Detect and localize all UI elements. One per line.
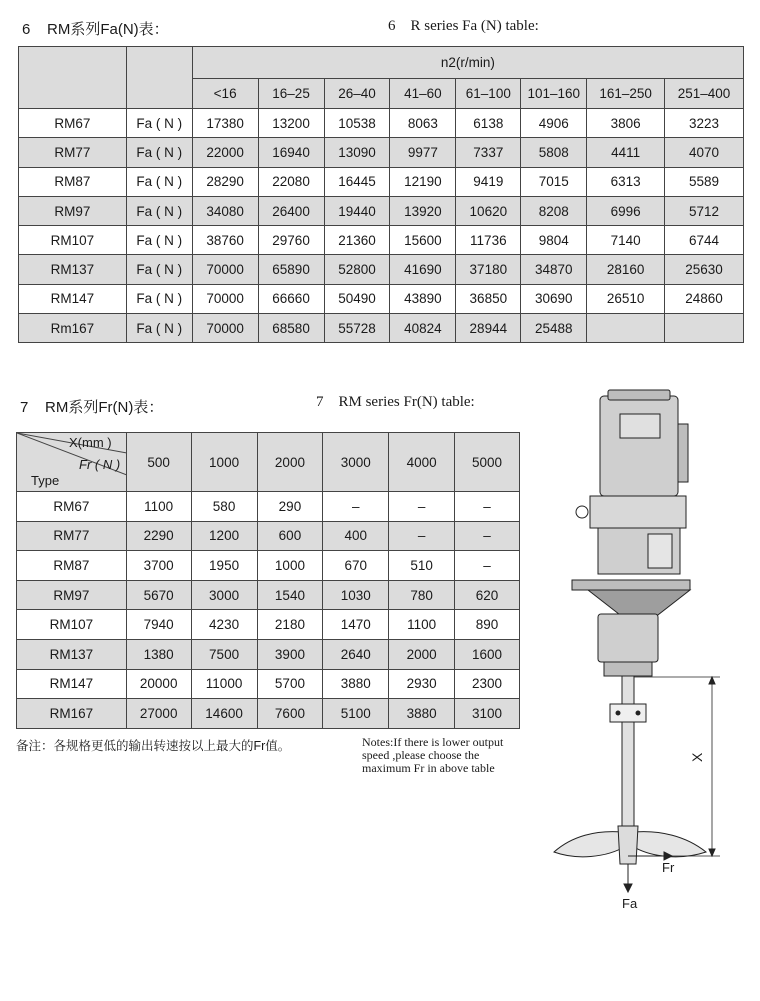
- fa-value-cell: 55728: [324, 314, 390, 343]
- fa-value-cell: 70000: [192, 284, 258, 313]
- fr-distance-header: 2000: [257, 433, 323, 492]
- fa-row-unit: Fa ( N ): [126, 196, 192, 225]
- fr-corner-cell: [17, 433, 127, 492]
- section7-heading-cn: [20, 396, 163, 417]
- fa-value-cell: 30690: [521, 284, 587, 313]
- note-en-line: Notes:If there is lower output: [362, 735, 504, 749]
- fa-value-cell: 9977: [390, 138, 456, 167]
- fa-speed-range: 61–100: [456, 79, 521, 109]
- note-cn: 备注：各规格更低的输出转速按以上最大的Fr值。: [16, 739, 291, 753]
- fr-distance-header: 4000: [389, 433, 455, 492]
- fa-row: [19, 226, 744, 255]
- fa-value-cell: 22000: [192, 138, 258, 167]
- fa-value-cell: 8063: [390, 109, 456, 138]
- fa-value-cell: 5712: [665, 196, 744, 225]
- fa-value-cell: 15600: [390, 226, 456, 255]
- fr-value-cell: 2640: [323, 639, 389, 669]
- fr-value-cell: 890: [455, 610, 520, 640]
- fr-value-cell: 1540: [257, 580, 323, 610]
- fa-corner-unit: [126, 47, 192, 109]
- fr-value-cell: 3900: [257, 639, 323, 669]
- fa-row-unit: Fa ( N ): [126, 284, 192, 313]
- fa-value-cell: 16940: [258, 138, 324, 167]
- fa-value-cell: 16445: [324, 167, 390, 196]
- fr-value-cell: 5700: [257, 669, 323, 699]
- fa-corner-type: [19, 47, 127, 109]
- fa-value-cell: 9804: [521, 226, 587, 255]
- fa-value-cell: 3806: [587, 109, 665, 138]
- fr-value-cell: 400: [323, 521, 389, 551]
- fr-row-type: RM77: [17, 521, 127, 551]
- fa-value-cell: 65890: [258, 255, 324, 284]
- fa-value-cell: 25488: [521, 314, 587, 343]
- fr-value-cell: 670: [323, 551, 389, 581]
- fr-row: [17, 580, 520, 610]
- fa-value-cell: 28944: [456, 314, 521, 343]
- fr-value-cell: 7600: [257, 699, 323, 729]
- fa-value-cell: 68580: [258, 314, 324, 343]
- fr-value-cell: 290: [257, 492, 323, 522]
- fa-value-cell: 41690: [390, 255, 456, 284]
- fa-value-cell: 43890: [390, 284, 456, 313]
- section6-title-cn: RM系列Fa(N)表：: [47, 21, 169, 38]
- fa-value-cell: 66660: [258, 284, 324, 313]
- fr-value-cell: 27000: [126, 699, 191, 729]
- fa-value-cell: 26400: [258, 196, 324, 225]
- fr-value-cell: 2930: [389, 669, 455, 699]
- fa-speed-range: <16: [192, 79, 258, 109]
- fa-value-cell: 13200: [258, 109, 324, 138]
- fa-row-type: RM87: [19, 167, 127, 196]
- fa-table: [18, 46, 744, 343]
- fa-row-type: RM137: [19, 255, 127, 284]
- fa-value-cell: 8208: [521, 196, 587, 225]
- fa-value-cell: 22080: [258, 167, 324, 196]
- corner-type-label: Type: [31, 473, 60, 488]
- fr-row-type: RM147: [17, 669, 127, 699]
- fa-value-cell: 7140: [587, 226, 665, 255]
- fa-value-cell: 50490: [324, 284, 390, 313]
- fr-value-cell: 1100: [389, 610, 455, 640]
- fa-value-cell: 40824: [390, 314, 456, 343]
- fa-row-unit: Fa ( N ): [126, 314, 192, 343]
- fr-value-cell: 3700: [126, 551, 191, 581]
- fa-value-cell: 34080: [192, 196, 258, 225]
- fa-value-cell: 24860: [665, 284, 744, 313]
- fr-distance-header: 1000: [191, 433, 257, 492]
- fa-value-cell: 4070: [665, 138, 744, 167]
- fa-row-type: RM67: [19, 109, 127, 138]
- fa-value-cell: 36850: [456, 284, 521, 313]
- fr-distance-header: 3000: [323, 433, 389, 492]
- fr-row: [17, 699, 520, 729]
- fr-value-cell: 1200: [191, 521, 257, 551]
- fr-value-cell: 2180: [257, 610, 323, 640]
- fa-value-cell: 10538: [324, 109, 390, 138]
- fa-value-cell: [665, 314, 744, 343]
- fa-value-cell: 5808: [521, 138, 587, 167]
- fa-speed-range: 101–160: [521, 79, 587, 109]
- fa-value-cell: 6996: [587, 196, 665, 225]
- section6-number-en: 6: [388, 18, 396, 34]
- section6-number: 6: [22, 21, 31, 38]
- fa-value-cell: 70000: [192, 314, 258, 343]
- fr-value-cell: 2000: [389, 639, 455, 669]
- fa-speed-range: 41–60: [390, 79, 456, 109]
- note-en-line: speed ,please choose the: [362, 748, 480, 762]
- fa-value-cell: 3223: [665, 109, 744, 138]
- fa-value-cell: 12190: [390, 167, 456, 196]
- fr-row-type: RM87: [17, 551, 127, 581]
- fr-value-cell: –: [455, 492, 520, 522]
- fa-value-cell: 6313: [587, 167, 665, 196]
- fr-value-cell: 14600: [191, 699, 257, 729]
- fa-row-unit: Fa ( N ): [126, 109, 192, 138]
- fa-value-cell: 9419: [456, 167, 521, 196]
- note-en: [362, 736, 503, 775]
- fr-value-cell: –: [455, 551, 520, 581]
- fa-row: [19, 255, 744, 284]
- fr-value-cell: 7500: [191, 639, 257, 669]
- fr-value-cell: 3880: [323, 669, 389, 699]
- fr-value-cell: 11000: [191, 669, 257, 699]
- fa-row: [19, 109, 744, 138]
- fa-value-cell: 21360: [324, 226, 390, 255]
- fr-value-cell: 5670: [126, 580, 191, 610]
- fa-row-type: RM147: [19, 284, 127, 313]
- figure-label-x: X: [689, 752, 705, 762]
- fr-distance-header: 500: [126, 433, 191, 492]
- fa-row-unit: Fa ( N ): [126, 255, 192, 284]
- fr-value-cell: 600: [257, 521, 323, 551]
- fr-row: [17, 521, 520, 551]
- fr-value-cell: 1030: [323, 580, 389, 610]
- fa-value-cell: [587, 314, 665, 343]
- fa-value-cell: 26510: [587, 284, 665, 313]
- fa-value-cell: 28290: [192, 167, 258, 196]
- fa-value-cell: 4411: [587, 138, 665, 167]
- fr-value-cell: 1380: [126, 639, 191, 669]
- agitator-drawing: [548, 384, 748, 924]
- fa-value-cell: 10620: [456, 196, 521, 225]
- fa-value-cell: 19440: [324, 196, 390, 225]
- fr-table: [16, 432, 520, 729]
- fa-row-type: RM97: [19, 196, 127, 225]
- fa-row: [19, 167, 744, 196]
- fr-row-type: RM97: [17, 580, 127, 610]
- fa-value-cell: 11736: [456, 226, 521, 255]
- fr-row-type: RM67: [17, 492, 127, 522]
- fa-speed-header: n2(r/min): [192, 47, 743, 79]
- fa-value-cell: 28160: [587, 255, 665, 284]
- section7-number: 7: [20, 399, 29, 416]
- fr-value-cell: 3880: [389, 699, 455, 729]
- fr-value-cell: –: [323, 492, 389, 522]
- fa-row-unit: Fa ( N ): [126, 167, 192, 196]
- fa-value-cell: 6744: [665, 226, 744, 255]
- fa-row-unit: Fa ( N ): [126, 138, 192, 167]
- fa-value-cell: 6138: [456, 109, 521, 138]
- section7-title-cn: RM系列Fr(N)表：: [45, 399, 164, 416]
- fa-value-cell: 7337: [456, 138, 521, 167]
- fa-value-cell: 4906: [521, 109, 587, 138]
- fa-speed-range: 251–400: [665, 79, 744, 109]
- fr-row: [17, 610, 520, 640]
- fr-row-type: RM137: [17, 639, 127, 669]
- figure-label-fr: Fr: [662, 860, 675, 875]
- fr-value-cell: 2290: [126, 521, 191, 551]
- fr-value-cell: 580: [191, 492, 257, 522]
- fa-speed-range: 16–25: [258, 79, 324, 109]
- fr-value-cell: 1470: [323, 610, 389, 640]
- fr-value-cell: –: [389, 492, 455, 522]
- section7-heading-en: [316, 394, 475, 411]
- fa-row-unit: Fa ( N ): [126, 226, 192, 255]
- fr-row-type: RM167: [17, 699, 127, 729]
- section6-title-en: R series Fa (N) table:: [410, 18, 539, 34]
- fr-value-cell: 5100: [323, 699, 389, 729]
- fr-value-cell: 1600: [455, 639, 520, 669]
- fr-value-cell: 3000: [191, 580, 257, 610]
- section6-heading-cn: [22, 18, 169, 39]
- section7-title-en: RM series Fr(N) table:: [338, 394, 475, 410]
- fa-value-cell: 52800: [324, 255, 390, 284]
- fr-row: [17, 669, 520, 699]
- fr-value-cell: 510: [389, 551, 455, 581]
- fa-row-type: RM107: [19, 226, 127, 255]
- section6-heading-en: [388, 18, 539, 35]
- fa-value-cell: 29760: [258, 226, 324, 255]
- fr-row: [17, 492, 520, 522]
- fr-value-cell: 20000: [126, 669, 191, 699]
- fa-value-cell: 5589: [665, 167, 744, 196]
- fr-row: [17, 551, 520, 581]
- fa-row: [19, 138, 744, 167]
- fa-value-cell: 37180: [456, 255, 521, 284]
- fr-value-cell: 1950: [191, 551, 257, 581]
- note-en-line: maximum Fr in above table: [362, 761, 495, 775]
- fr-value-cell: 3100: [455, 699, 520, 729]
- fa-row: [19, 284, 744, 313]
- fa-row: [19, 196, 744, 225]
- fa-value-cell: 13090: [324, 138, 390, 167]
- fr-value-cell: 1000: [257, 551, 323, 581]
- fa-value-cell: 17380: [192, 109, 258, 138]
- fa-value-cell: 7015: [521, 167, 587, 196]
- fr-value-cell: 780: [389, 580, 455, 610]
- fa-row: [19, 314, 744, 343]
- fa-row-type: Rm167: [19, 314, 127, 343]
- fr-value-cell: 1100: [126, 492, 191, 522]
- fr-row-type: RM107: [17, 610, 127, 640]
- corner-x-label: X(mm ): [69, 435, 112, 450]
- fr-value-cell: –: [389, 521, 455, 551]
- fa-speed-range: 26–40: [324, 79, 390, 109]
- fa-value-cell: 70000: [192, 255, 258, 284]
- fa-value-cell: 34870: [521, 255, 587, 284]
- fa-row-type: RM77: [19, 138, 127, 167]
- figure-label-fa: Fa: [622, 896, 638, 911]
- fa-speed-range: 161–250: [587, 79, 665, 109]
- fr-value-cell: 620: [455, 580, 520, 610]
- section7-number-en: 7: [316, 394, 324, 410]
- fr-distance-header: 5000: [455, 433, 520, 492]
- corner-fr-label: Fr ( N ): [79, 457, 121, 472]
- fr-value-cell: 7940: [126, 610, 191, 640]
- fr-row: [17, 639, 520, 669]
- fa-value-cell: 13920: [390, 196, 456, 225]
- fr-value-cell: –: [455, 521, 520, 551]
- fr-value-cell: 2300: [455, 669, 520, 699]
- fa-value-cell: 25630: [665, 255, 744, 284]
- fr-value-cell: 4230: [191, 610, 257, 640]
- fa-value-cell: 38760: [192, 226, 258, 255]
